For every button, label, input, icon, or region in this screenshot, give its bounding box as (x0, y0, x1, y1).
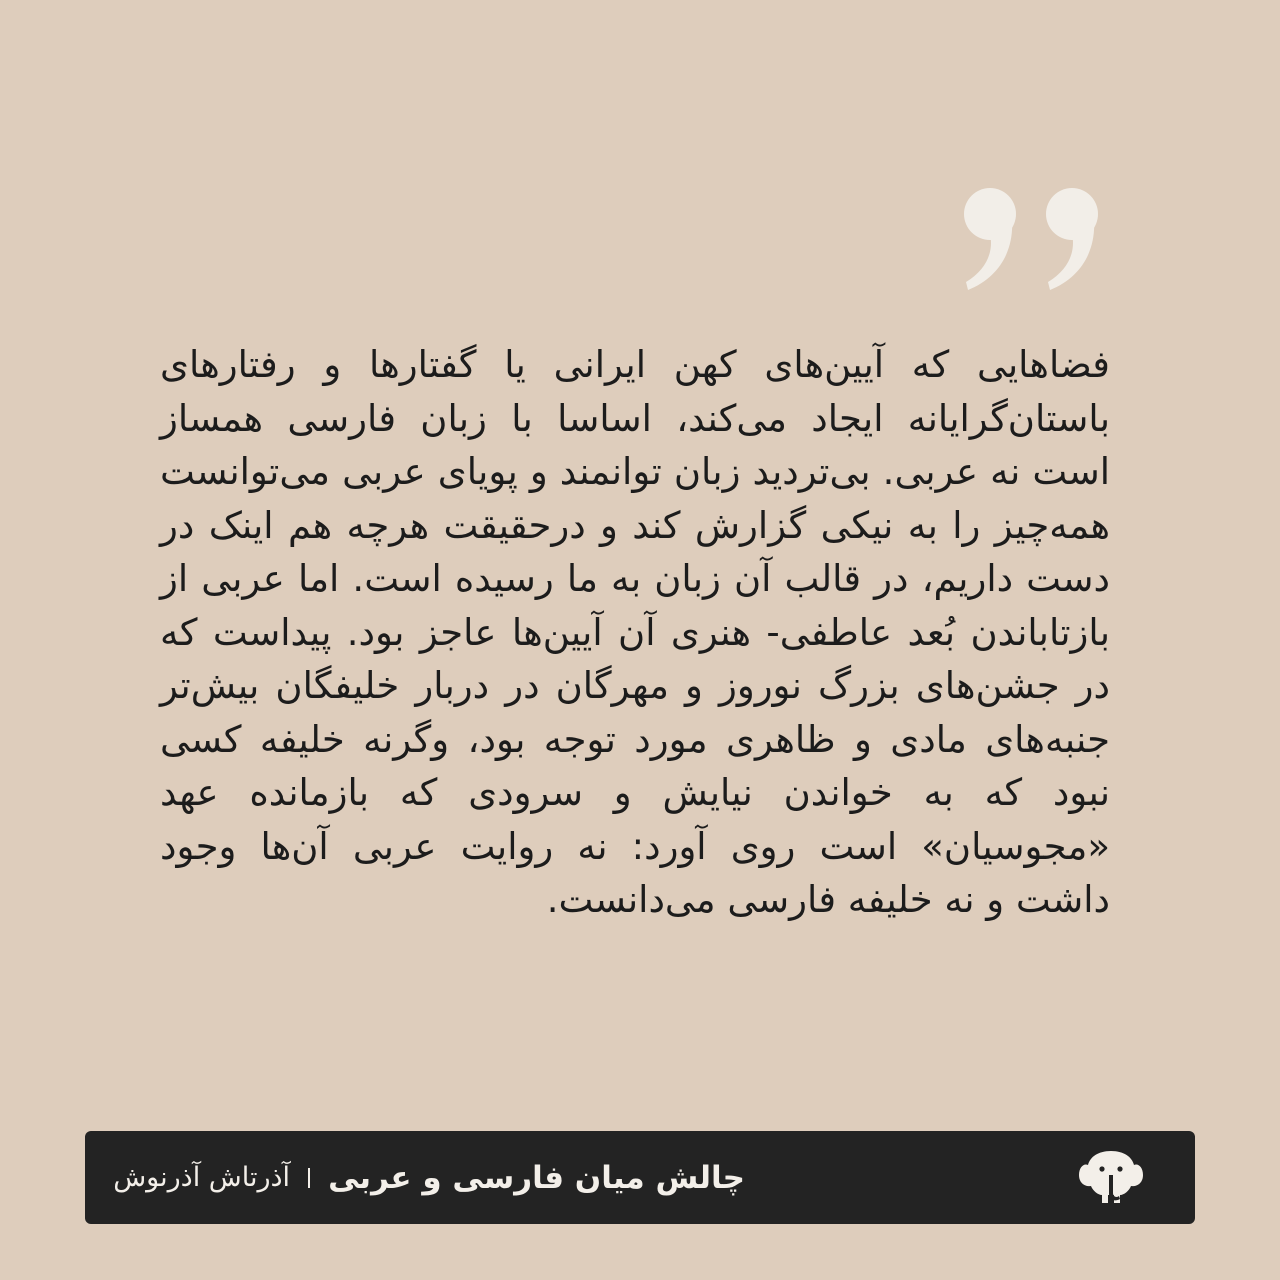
footer-bar (85, 1131, 1195, 1224)
footer-caption (113, 1131, 745, 1224)
book-title: چالش میان فارسی و عربی (328, 1159, 745, 1196)
quote-text: فضاهایی که آیین‌های کهن ایرانی یا گفتارها و رفتارهای باستان‌گرایانه ایجاد می‌کند، اساسا با زبان فارسی همساز است نه عربی. بی‌تردید زبان توانمند و پویای عربی می‌توانست همه‌چیز را به نیکی گزارش کند و درحقیقت هرچه هم اینک در دست داریم، در قالب آن زبان به ما رسیده است. اما عربی از بازتاباندن بُعد عاطفی- هنری آن آیین‌ها عاجز بود. پیداست که در جشن‌های بزرگ نوروز و مهرگان در دربار خلیفگان بیش‌تر جنبه‌های مادی و ظاهری مورد توجه بود، وگرنه خلیفه کسی نبود که به خواندن نیایش و سرودی که بازمانده عهد «مجوسیان» است روی آورد: نه روایت عربی آن‌ها وجود داشت و نه خلیفه فارسی می‌دانست. (160, 343, 1110, 921)
elephant-icon (1078, 1149, 1144, 1205)
closing-quote-icon (960, 180, 1120, 300)
separator (308, 1168, 310, 1188)
author-name: آذرتاش آذرنوش (113, 1162, 291, 1193)
